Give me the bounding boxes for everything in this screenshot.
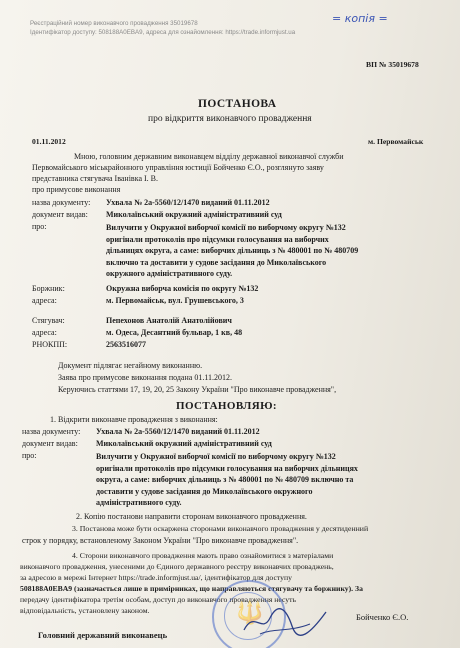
- document-city: м. Первомайськ: [368, 137, 424, 146]
- resolve-title: ПОСТАНОВЛЯЮ:: [176, 400, 277, 412]
- resolve-item-2: 2. Копію постанови направити сторонам виконавчого провадження.: [76, 512, 307, 521]
- doc-about-line: включно та доставити у судове засідання до Миколаївського: [106, 257, 327, 267]
- creditor-rnokpp-value: 2563516077: [106, 340, 146, 349]
- doc-name-value: Ухвала № 2а-5560/12/1470 виданий 01.11.2012: [106, 198, 270, 207]
- doc-issuer-value: Миколаївський окружний адміністративний суд: [106, 210, 282, 219]
- debtor-value: Окружна виборча комісія по округу №132: [106, 284, 259, 293]
- vp-number: ВП № 35019678: [366, 60, 419, 69]
- debtor-label: Боржник:: [32, 284, 65, 293]
- intro-line: Первомайського міськрайонного управління юстиції Бойченко Є.О., розглянуто заяву: [32, 163, 324, 172]
- resolve-about-line: доставити у судове засідання до Миколаївського окружного: [96, 486, 313, 496]
- access-id-line: Ідентифікатор доступу: 508188A0EBA9, адреса для ознайомлення: https://trade.informjust.ua: [30, 29, 296, 36]
- debtor-address-label: адреса:: [32, 296, 57, 305]
- intro-line: про примусове виконання: [32, 185, 121, 194]
- intro-line: представника стягувача Іванівка І. В.: [32, 174, 159, 183]
- resolve-item-1: 1. Відкрити виконавче провадження з виконання:: [50, 415, 218, 424]
- mid-line: Заява про примусове виконання подана 01.11.2012.: [58, 373, 233, 382]
- item4-line: відповідальність, установлену законом.: [20, 606, 150, 615]
- resolve-about-line: оригінали протоколів про підсумки голосування на виборчих дільницях: [96, 463, 358, 473]
- doc-about-label: про:: [32, 222, 47, 231]
- doc-name-label: назва документу:: [32, 198, 91, 207]
- intro-line: Мною, головним державним виконавцем відділу державної виконавчої служби: [74, 152, 344, 161]
- creditor-address-value: м. Одеса, Десантний бульвар, 1 кв, 48: [106, 328, 243, 337]
- trident-icon: 🔱: [236, 600, 264, 625]
- doc-about-text: [106, 222, 358, 280]
- item4-line: 508188A0EBA9 (зазначається лише в примірниках, що направляються стягувачу та боржнику). Зa: [20, 584, 363, 593]
- item4-line: за адресою в мережі Інтернет https://trade.informjust.ua/, ідентифікатор для доступу: [20, 573, 292, 582]
- copy-handwritten-mark: = копія =: [332, 12, 388, 25]
- handwritten-signature: [240, 604, 330, 640]
- resolve-about-line: адміністративного суду.: [96, 498, 182, 507]
- signatory-position: Головний державний виконавець: [38, 630, 168, 640]
- document-subtitle: про відкриття виконавчого провадження: [148, 114, 312, 124]
- item4-line: передачу ідентифікатора третім особам, доступ до виконавчого провадження несуть: [20, 595, 297, 604]
- resolve-name-label: назва документу:: [22, 427, 81, 436]
- item4-line: 4. Сторони виконавчого провадження мають право ознайомитися з матеріалами: [72, 551, 334, 560]
- mid-line: Керуючись статтями 17, 19, 20, 25 Закону України "Про виконавче провадження",: [58, 385, 337, 394]
- doc-about-line: дільницях округа, а саме: виборчих дільниць з № 480001 по № 480709: [106, 246, 359, 255]
- document-date: 01.11.2012: [32, 137, 66, 146]
- resolve-about-line: Вилучити у Окружної виборчої комісії по виборчому округу №132: [96, 452, 336, 461]
- resolve-item-3b: строк у порядку, встановленому Законом України "Про виконавче провадження".: [22, 536, 299, 545]
- creditor-label: Стягувач:: [32, 316, 65, 325]
- doc-about-line: оригінали протоколів про підсумки голосування на виборчих: [106, 234, 329, 244]
- resolve-issuer-label: документ видав:: [22, 439, 78, 448]
- intro-paragraph: [32, 151, 440, 195]
- document-title: ПОСТАНОВА: [198, 98, 277, 110]
- registration-number-line: Реєстраційний номер виконавчого провадження 35019678: [30, 20, 198, 27]
- resolve-item-3a: 3. Постанова може бути оскаржена сторонами виконавчого провадження у десятиденний: [72, 524, 369, 533]
- resolve-issuer-value: Миколаївський окружний адміністративний суд: [96, 439, 272, 448]
- doc-issuer-label: документ видав:: [32, 210, 88, 219]
- debtor-address-value: м. Первомайськ, вул. Грушевського, 3: [106, 296, 244, 305]
- mid-paragraph: [58, 360, 448, 396]
- resolve-name-value: Ухвала № 2а-5560/12/1470 виданий 01.11.2012: [96, 427, 260, 436]
- creditor-value: Пепехонов Анатолій Анатолійович: [106, 316, 232, 325]
- creditor-address-label: адреса:: [32, 328, 57, 337]
- resolve-about-label: про:: [22, 451, 37, 460]
- doc-about-line: Вилучити у Окружної виборчої комісії по виборчому округу №132: [106, 223, 346, 232]
- resolve-about-line: округа, а саме: виборчих дільниць з № 480001 по № 480709 включно та: [96, 475, 354, 484]
- item4-line: виконавчого провадження, унесеними до Єдиного державного реєстру виконавчих проваджень,: [20, 562, 334, 571]
- creditor-rnokpp-label: РНОКПП:: [32, 340, 68, 349]
- doc-about-line: окружного адміністративного суду.: [106, 269, 233, 278]
- mid-line: Документ підлягає негайному виконанню.: [58, 361, 203, 370]
- resolve-about-text: [96, 451, 358, 509]
- signatory-name: Бойченко Є.О.: [356, 612, 409, 622]
